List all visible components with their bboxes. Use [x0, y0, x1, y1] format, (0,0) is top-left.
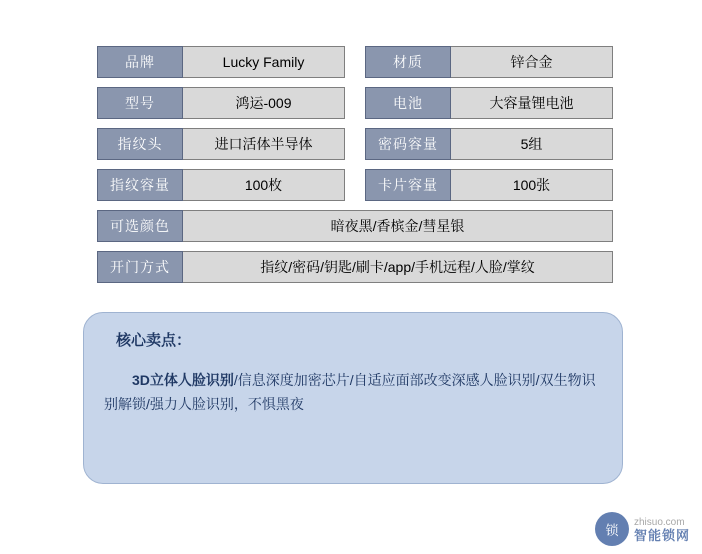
table-row — [97, 169, 613, 201]
spec-label: 开门方式 — [97, 251, 183, 283]
spec-value: 锌合金 — [451, 46, 613, 78]
selling-points-rest: /信息深度加密芯片/自适应面部改变深感人脸识别/双生物识别解锁/强力人脸识别，不惧黑夜 — [104, 372, 596, 412]
selling-points-highlight: 3D立体人脸识别 — [132, 372, 234, 388]
spec-pair-brand — [97, 46, 345, 78]
spec-value: 100枚 — [183, 169, 345, 201]
spec-value: 指纹/密码/钥匙/刷卡/app/手机远程/人脸/掌纹 — [183, 251, 613, 283]
spec-pair-card-capacity — [365, 169, 613, 201]
spec-label: 指纹头 — [97, 128, 183, 160]
selling-points-panel — [83, 312, 623, 484]
spec-value: 5组 — [451, 128, 613, 160]
spec-label: 电池 — [365, 87, 451, 119]
watermark-brand: 智能锁网 — [633, 528, 690, 543]
spec-pair-fingerprint-sensor — [97, 128, 345, 160]
spec-value: 大容量锂电池 — [451, 87, 613, 119]
spec-label: 密码容量 — [365, 128, 451, 160]
table-row — [97, 210, 613, 242]
spec-value: 暗夜黑/香槟金/彗星银 — [183, 210, 613, 242]
spec-pair-model — [97, 87, 345, 119]
spec-value: 鸿运-009 — [183, 87, 345, 119]
spec-pair-password-capacity — [365, 128, 613, 160]
spec-pair-colors — [97, 210, 613, 242]
spec-value: Lucky Family — [183, 46, 345, 78]
table-row — [97, 87, 613, 119]
spec-pair-material — [365, 46, 613, 78]
spec-label: 可选颜色 — [97, 210, 183, 242]
spec-value: 进口活体半导体 — [183, 128, 345, 160]
spec-table — [97, 46, 613, 292]
spec-pair-battery — [365, 87, 613, 119]
spec-pair-fingerprint-capacity — [97, 169, 345, 201]
watermark-logo-icon: 锁 — [595, 512, 629, 546]
watermark — [595, 512, 690, 546]
table-row — [97, 128, 613, 160]
spec-label: 品牌 — [97, 46, 183, 78]
watermark-text — [634, 516, 690, 542]
watermark-url: zhisuo.com — [633, 517, 685, 528]
selling-points-title: 核心卖点： — [116, 332, 192, 349]
spec-value: 100张 — [451, 169, 613, 201]
spec-label: 卡片容量 — [365, 169, 451, 201]
selling-points-body — [104, 368, 602, 416]
spec-label: 指纹容量 — [97, 169, 183, 201]
spec-label: 材质 — [365, 46, 451, 78]
table-row — [97, 46, 613, 78]
spec-label: 型号 — [97, 87, 183, 119]
spec-pair-unlock-methods — [97, 251, 613, 283]
table-row — [97, 251, 613, 283]
